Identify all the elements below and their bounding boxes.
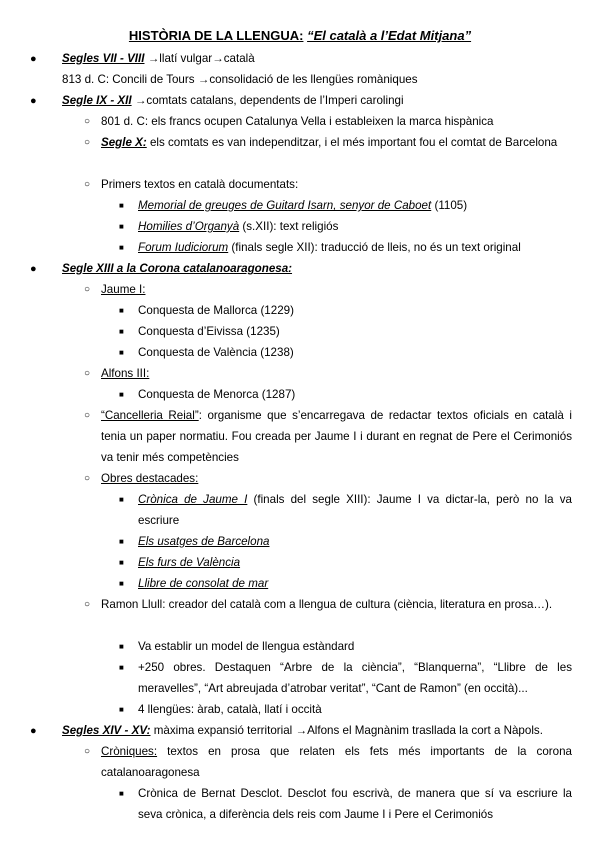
item-heading: Crònica de Jaume I: [138, 493, 248, 506]
list-item: [101, 112, 572, 133]
list-item: [62, 259, 572, 280]
item-heading: Memorial de greuges de Guitard Isarn, senyor de Caboet: [138, 199, 432, 212]
item-heading: Cròniques:: [101, 745, 158, 758]
item-text: Conquesta de Menorca (1287): [138, 388, 296, 401]
list-item: [138, 574, 572, 595]
bullet-circle-icon: ○: [84, 284, 91, 295]
bullet-square-icon: ■: [119, 579, 124, 588]
list-item: [138, 700, 572, 721]
list-item: [138, 784, 572, 826]
item-text: : organisme que s’encarregava de redactar textos oficials en català i tenia un paper normatiu. Fou creada per Jaume I i durant en regnat de Pere el Cerimoniós va tenir més competències: [101, 409, 572, 464]
item-text: (1105): [431, 199, 468, 212]
bullet-square-icon: ■: [119, 390, 124, 399]
item-heading: Jaume I:: [101, 283, 146, 296]
item-text: (finals segle XII): traducció de lleis, no és un text original: [228, 241, 521, 254]
item-text: textos en prosa que relaten els fets més importants de la corona catalanoaragonesa: [101, 745, 572, 779]
item-text: (s.XII): text religiós: [239, 220, 339, 233]
item-text: Conquesta d’Eivissa (1235): [138, 325, 280, 338]
bullet-square-icon: ■: [119, 306, 124, 315]
bullet-disc-icon: ●: [30, 53, 37, 65]
bullet-square-icon: ■: [119, 222, 124, 231]
bullet-disc-icon: ●: [30, 725, 37, 737]
list-item: [138, 343, 572, 364]
item-heading: Segle XIII a la Corona catalanoaragonesa:: [62, 262, 293, 275]
item-heading: Segles XIV - XV:: [62, 724, 151, 737]
item-text: 813 d. C: Concili de Tours →consolidació de les llengües romàniques: [62, 73, 418, 86]
list-item: [62, 721, 582, 742]
item-heading: Segle X:: [101, 136, 147, 149]
bullet-circle-icon: ○: [84, 179, 91, 190]
list-item: [138, 238, 578, 259]
item-text: +250 obres. Destaquen “Arbre de la ciència”, “Blanquerna”, “Llibre de les meravelles”, “Art abreujada d’atrobar veritat”, “Cant de Ramon” (en occità)...: [138, 661, 572, 695]
item-heading: Forum Iudiciorum: [138, 241, 229, 254]
item-text: Ramon Llull: creador del català com a llengua de cultura (ciència, literatura en prosa…).: [101, 598, 553, 611]
list-item: [138, 301, 572, 322]
list-item: [138, 196, 572, 217]
list-item: [101, 364, 572, 385]
list-item: [138, 532, 572, 553]
title-main: HISTÒRIA DE LA LLENGUA:: [128, 28, 304, 43]
bullet-square-icon: ■: [119, 348, 124, 357]
bullet-disc-icon: ●: [30, 95, 37, 107]
item-heading: Segles VII - VIII: [62, 52, 145, 65]
list-item: [101, 133, 572, 154]
list-item: [101, 595, 572, 616]
item-text: Conquesta de València (1238): [138, 346, 294, 359]
item-text: Va establir un model de llengua estàndard: [138, 640, 355, 653]
item-text: Conquesta de Mallorca (1229): [138, 304, 294, 317]
bullet-square-icon: ■: [119, 201, 124, 210]
item-heading: Segle IX - XII: [62, 94, 132, 107]
item-text: Primers textos en català documentats:: [101, 178, 299, 191]
item-text: Crònica de Bernat Desclot. Desclot fou escrivà, de manera que sí va escriure la seva crònica, a diferència dels reis com Jaume I i Pere el Cerimoniós: [138, 787, 572, 821]
bullet-square-icon: ■: [119, 789, 124, 798]
bullet-square-icon: ■: [119, 495, 124, 504]
bullet-square-icon: ■: [119, 558, 124, 567]
bullet-square-icon: ■: [119, 705, 124, 714]
bullet-square-icon: ■: [119, 642, 124, 651]
bullet-circle-icon: ○: [84, 410, 91, 421]
item-heading: “Cancelleria Reial”: [101, 409, 199, 422]
list-item: [138, 553, 572, 574]
bullet-square-icon: ■: [119, 537, 124, 546]
list-item: [62, 49, 572, 70]
list-item: [101, 280, 572, 301]
item-text: →llatí vulgar→català: [144, 52, 255, 65]
bullet-circle-icon: ○: [84, 137, 91, 148]
list-item: [138, 637, 572, 658]
bullet-circle-icon: ○: [84, 368, 91, 379]
document-title: [0, 26, 600, 46]
title-subtitle: “El català a l’Edat Mitjana”: [307, 28, 472, 43]
list-item: [138, 217, 572, 238]
list-item: [138, 385, 572, 406]
item-text: els comtats es van independitzar, i el més important fou el comtat de Barcelona: [146, 136, 558, 149]
bullet-circle-icon: ○: [84, 599, 91, 610]
item-text: màxima expansió territorial →Alfons el Magnànim trasllada la cort a Nàpols.: [150, 724, 543, 737]
item-text: 4 llengües: àrab, català, llatí i occità: [138, 703, 322, 716]
item-heading: Homilies d’Organyà: [138, 220, 240, 233]
list-item: [101, 742, 572, 784]
item-text: →comtats catalans, dependents de l’Imperi carolingi: [131, 94, 404, 107]
item-text: (finals del segle XIII): Jaume I va dictar-la, però no la va escriure: [138, 493, 572, 527]
bullet-square-icon: ■: [119, 243, 124, 252]
list-item: [138, 490, 572, 532]
item-heading: Obres destacades:: [101, 472, 199, 485]
item-heading: Els furs de València: [138, 556, 241, 569]
bullet-circle-icon: ○: [84, 473, 91, 484]
list-item: [101, 406, 572, 469]
list-item: [101, 175, 572, 196]
list-item: [62, 91, 572, 112]
item-heading: Els usatges de Barcelona: [138, 535, 270, 548]
list-item: [138, 658, 572, 700]
list-item: [101, 469, 572, 490]
bullet-square-icon: ■: [119, 327, 124, 336]
item-text: 801 d. C: els francs ocupen Catalunya Vella i estableixen la marca hispànica: [101, 115, 494, 128]
item-heading: Alfons III:: [101, 367, 150, 380]
bullet-square-icon: ■: [119, 663, 124, 672]
list-item: [138, 322, 572, 343]
list-item: [62, 70, 572, 91]
bullet-disc-icon: ●: [30, 263, 37, 275]
bullet-circle-icon: ○: [84, 746, 91, 757]
bullet-circle-icon: ○: [84, 116, 91, 127]
item-heading: Llibre de consolat de mar: [138, 577, 269, 590]
